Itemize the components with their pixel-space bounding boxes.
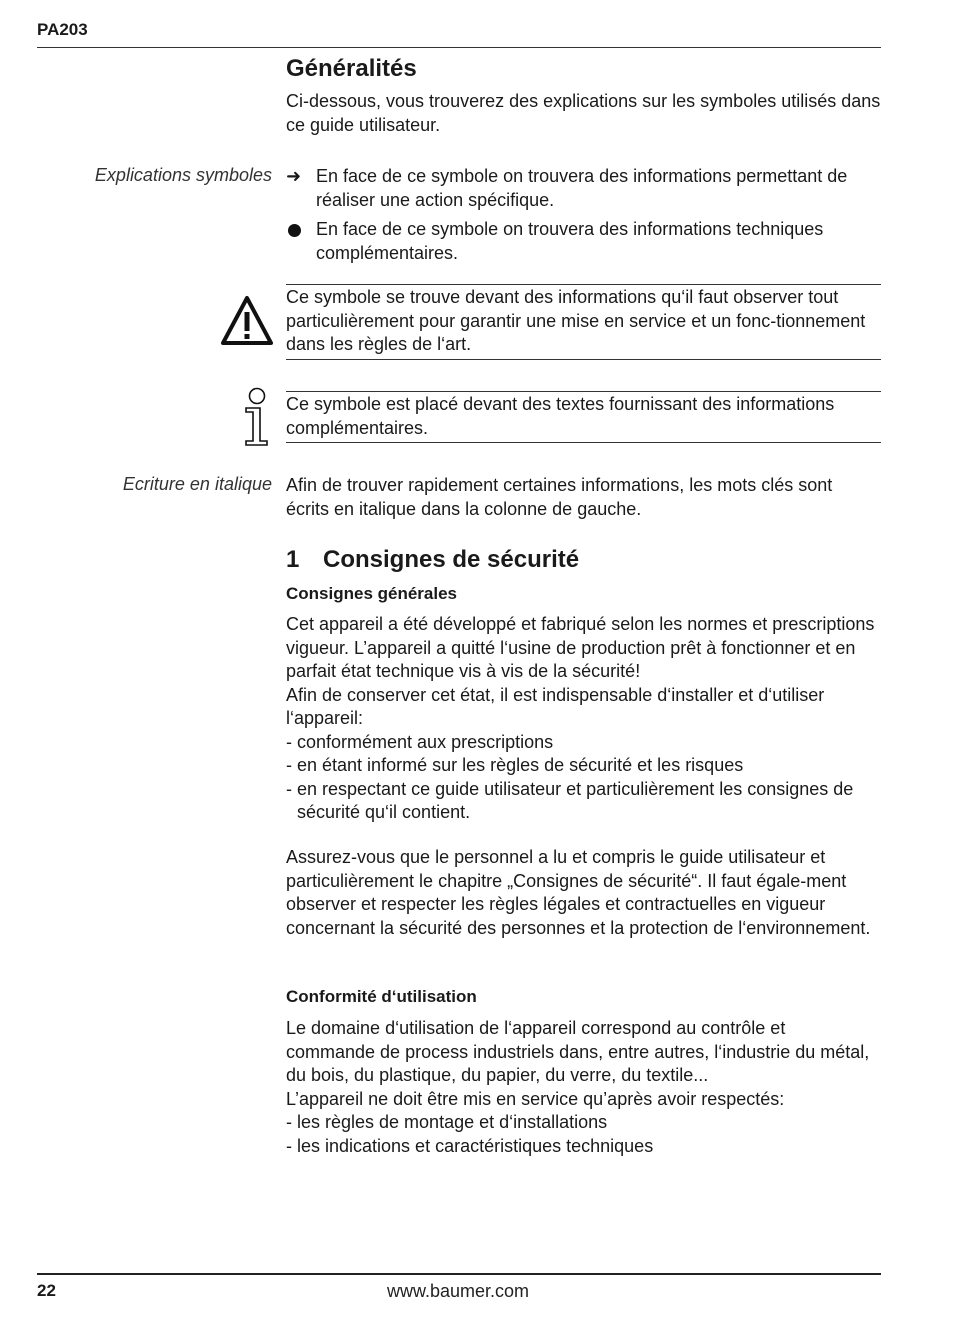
list-item: - en étant informé sur les règles de sécurité et les risques bbox=[286, 755, 744, 775]
side-label-symbols: Explications symboles bbox=[94, 165, 272, 185]
general-list bbox=[286, 731, 882, 825]
warning-box-bottom-rule bbox=[286, 359, 881, 360]
general-paragraph-1: Cet appareil a été développé et fabriqué selon les normes et prescriptions vigueur. L’appareil a quitté l‘usine de production prêt à fonctionner et en parfait état technique vis à vis de la sécurité! bbox=[286, 614, 875, 681]
bullet-arrow-text: En face de ce symbole on trouvera des informations permettant de réaliser une action spécifique. bbox=[316, 166, 848, 210]
conformity-paragraph-1: Le domaine d‘utilisation de l‘appareil correspond au contrôle et commande de process industriels dans, entre autres, l‘industrie du métal, du bois, du plastique, du papier, du verre, du textile... bbox=[286, 1018, 870, 1085]
document-id: PA203 bbox=[37, 20, 88, 39]
warning-box-top-rule bbox=[286, 284, 881, 285]
info-box-bottom-rule bbox=[286, 442, 881, 443]
bullet-dot-icon bbox=[288, 224, 301, 237]
bullet-arrow-item bbox=[286, 165, 886, 212]
section-number: 1 bbox=[286, 546, 300, 573]
arrow-right-icon: ➜ bbox=[286, 166, 302, 186]
info-box-top-rule bbox=[286, 391, 881, 392]
conformity-list bbox=[286, 1111, 876, 1158]
general-paragraph-2: Afin de conserver cet état, il est indispensable d‘installer et d‘utiliser l‘appareil: bbox=[286, 684, 825, 728]
warning-text: Ce symbole se trouve devant des informations qu‘il faut observer tout particulièrement pour garantir une mise en service et un fonc-tionnement dans les règles de l‘art. bbox=[286, 287, 866, 354]
page-number: 22 bbox=[37, 1281, 56, 1300]
general-paragraph-3: Assurez-vous que le personnel a lu et compris le guide utilisateur et particulièrement le chapitre „Consignes de sécurité“. Il faut égale-ment observer et respecter les règles légales et contractuelles en vigueur concernant la sécurité des personnes et la protection de l‘environnement. bbox=[286, 847, 871, 938]
conformity-body bbox=[286, 1017, 876, 1158]
list-item: - conformément aux prescriptions bbox=[286, 731, 554, 752]
bullet-dot-text: En face de ce symbole on trouvera des informations techniques complémentaires. bbox=[316, 219, 824, 263]
section-title-safety bbox=[286, 546, 579, 574]
info-text: Ce symbole est placé devant des textes fournissant des informations complémentaires. bbox=[286, 394, 835, 438]
bullet-dot-item bbox=[286, 218, 886, 265]
general-body bbox=[286, 613, 882, 825]
generalites-intro: Ci-dessous, vous trouverez des explications sur les symboles utilisés dans ce guide utilisateur. bbox=[286, 91, 881, 135]
list-item: - les indications et caractéristiques techniques bbox=[286, 1135, 654, 1156]
conformity-paragraph-2: L’appareil ne doit être mis en service qu’après avoir respectés: bbox=[286, 1088, 785, 1109]
side-label-italic: Ecriture en italique bbox=[122, 474, 272, 494]
info-i-icon bbox=[240, 387, 272, 447]
list-item: - en respectant ce guide utilisateur et particulièrement les consignes de sécurité qu‘il contient. bbox=[286, 778, 854, 822]
subheading-general: Consignes générales bbox=[286, 584, 458, 603]
footer-rule bbox=[37, 1273, 881, 1275]
section-title-generalites: Généralités bbox=[286, 55, 417, 82]
list-item: - les règles de montage et d‘installations bbox=[286, 1112, 608, 1132]
italic-explanation-text: Afin de trouver rapidement certaines informations, les mots clés sont écrits en italique dans la colonne de gauche. bbox=[286, 475, 833, 519]
section-title-text: Consignes de sécurité bbox=[323, 546, 580, 573]
warning-triangle-icon bbox=[221, 295, 273, 347]
footer-url: www.baumer.com bbox=[386, 1281, 530, 1301]
header-rule bbox=[37, 47, 881, 48]
subheading-conformity: Conformité d‘utilisation bbox=[286, 987, 477, 1006]
